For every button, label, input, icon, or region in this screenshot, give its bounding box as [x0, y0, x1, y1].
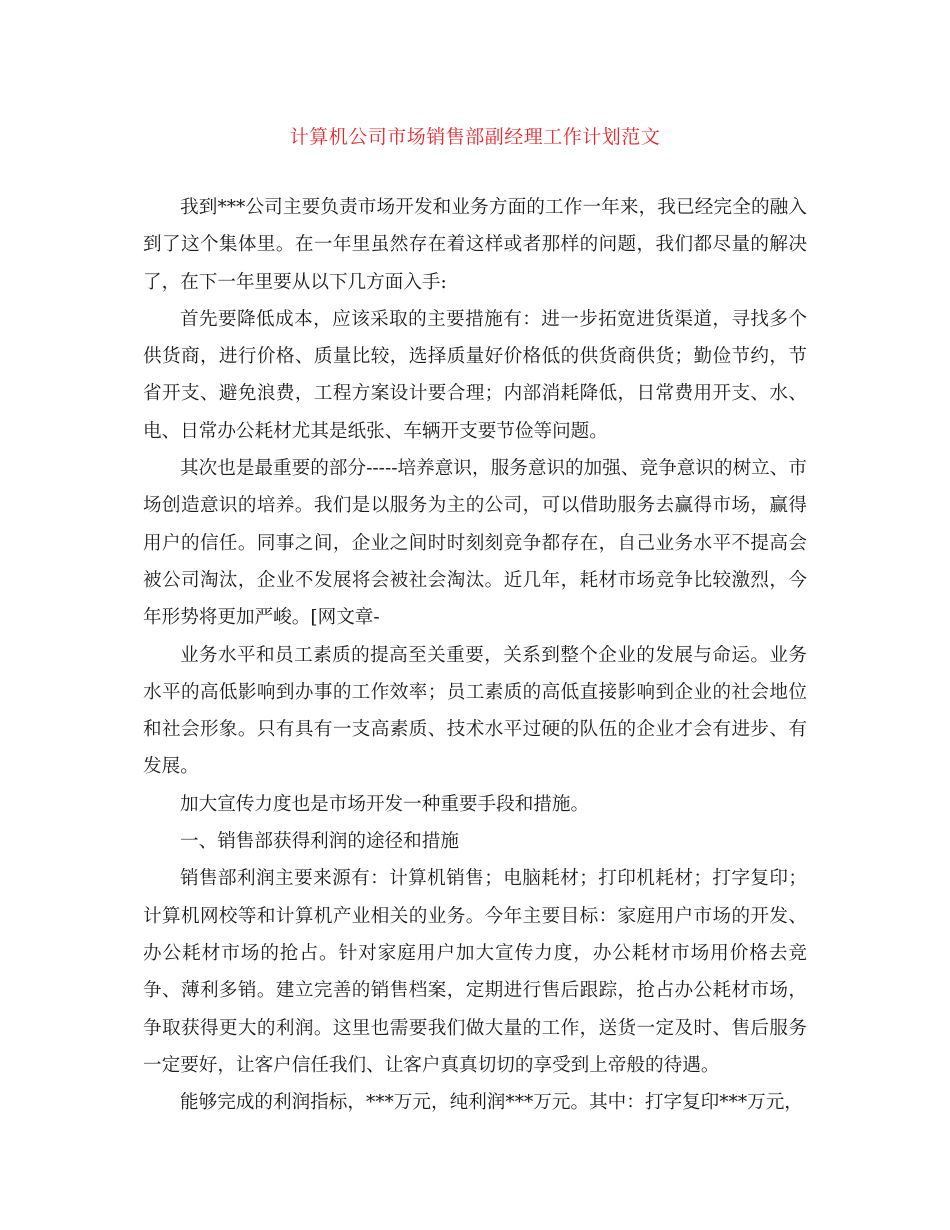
paragraph-reduce-cost: 首先要降低成本，应该采取的主要措施有：进一步拓宽进货渠道，寻找多个供货商，进行价格、质量比较，选择质量好价格低的供货商供货；勤俭节约，节省开支、避免浪费，工程方案设计要合理；内部消耗降低，日常费用开支、水、电、日常办公耗材尤其是纸张、车辆开支要节俭等问题。 — [143, 308, 807, 442]
paragraph-awareness: 其次也是最重要的部分-----培养意识，服务意识的加强、竞争意识的树立、市场创造意识的培养。我们是以服务为主的公司，可以借助服务去赢得市场，赢得用户的信任。同事之间，企业之间时时刻刻竞争都存在，自己业务水平不提高会被公司淘汰，企业不发展将会被社会淘汰。近几年，耗材市场竞争比较激烈，今年形势将更加严峻。[网文章- — [143, 458, 807, 629]
paragraph-profit-sources: 销售部利润主要来源有：计算机销售；电脑耗材；打印机耗材；打字复印；计算机网校等和计算机产业相关的业务。今年主要目标：家庭用户市场的开发、办公耗材市场的抢占。针对家庭用户加大宣传力度，办公耗材市场用价格去竞争、薄利多销。建立完善的销售档案，定期进行售后跟踪，抢占办公耗材市场，争取获得更大的利润。这里也需要我们做大量的工作，送货一定及时、售后服务一定要好，让客户信任我们、让客户真真切切的享受到上帝般的待遇。 — [143, 868, 807, 1076]
paragraph-intro: 我到***公司主要负责市场开发和业务方面的工作一年来，我已经完全的融入到了这个集体里。在一年里虽然存在着这样或者那样的问题，我们都尽量的解决了，在下一年里要从以下几方面入手: — [143, 197, 807, 293]
paragraph-publicity: 加大宣传力度也是市场开发一种重要手段和措施。 — [180, 793, 590, 815]
paragraph-staff-quality: 业务水平和员工素质的提高至关重要，关系到整个企业的发展与命运。业务水平的高低影响到办事的工作效率；员工素质的高低直接影响到企业的社会地位和社会形象。只有具有一支高素质、技术水平过硬的队伍的企业才会有进步、有发展。 — [143, 644, 807, 778]
paragraph-profit-targets: 能够完成的利润指标，***万元，纯利润***万元。其中：打字复印***万元， — [180, 1092, 803, 1114]
section-heading-profit: 一、销售部获得利润的途径和措施 — [180, 831, 459, 853]
document-title: 计算机公司市场销售部副经理工作计划范文 — [289, 126, 661, 148]
document-body — [143, 189, 807, 1121]
